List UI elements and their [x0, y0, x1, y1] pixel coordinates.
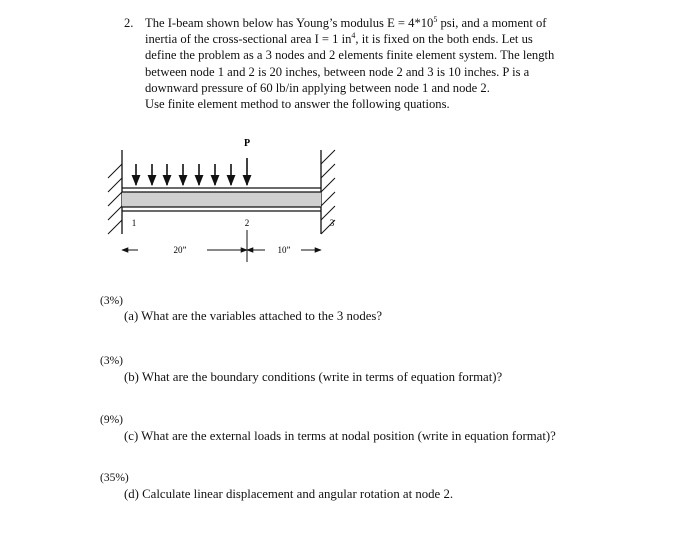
beam-diagram: [100, 132, 348, 282]
problem-line: downward pressure of 60 lb/in applying between node 1 and node 2.: [145, 80, 490, 95]
question-d-points: (35%): [100, 472, 129, 484]
question-c: (c) What are the external loads in terms at nodal position (write in equation format)?: [124, 429, 556, 443]
problem-number: 2.: [124, 16, 134, 30]
problem-line: Use finite element method to answer the following quations.: [145, 97, 450, 112]
problem-statement: [124, 15, 684, 112]
question-b-points: (3%): [100, 355, 123, 367]
node-label-3: 3: [329, 218, 335, 228]
load-label: P: [243, 138, 251, 149]
node-label-2: 2: [244, 218, 250, 228]
problem-text-run: , it is fixed on the both ends. Let us: [355, 32, 533, 47]
node-label-1: 1: [131, 218, 137, 228]
problem-text: [145, 15, 684, 112]
dimension-label-20: 20”: [173, 245, 187, 255]
problem-line: [145, 15, 684, 31]
i-beam: [122, 188, 321, 211]
problem-text-run: inertia of the cross-sectional area I = 1 in: [145, 32, 352, 47]
exponent: 4: [351, 31, 356, 41]
problem-line: define the problem as a 3 nodes and 2 elements finite element system. The length: [145, 48, 555, 63]
problem-line: [145, 31, 684, 47]
problem-text-run: psi, and a moment of: [437, 16, 547, 30]
dimension-label-10: 10”: [277, 245, 291, 255]
distributed-load-arrows: [136, 158, 247, 185]
question-a-points: (3%): [100, 295, 123, 307]
question-a: (a) What are the variables attached to the 3 nodes?: [124, 309, 383, 323]
problem-text-run: The I-beam shown below has Young’s modulus E = 4*10: [145, 16, 434, 30]
question-c-points: (9%): [100, 414, 123, 426]
exponent: 5: [433, 15, 438, 24]
problem-line: between node 1 and 2 is 20 inches, between node 2 and 3 is 10 inches. P is a: [145, 64, 530, 79]
left-fixed-support: [108, 150, 122, 234]
question-b: (b) What are the boundary conditions (write in terms of equation format)?: [124, 370, 503, 384]
question-d: (d) Calculate linear displacement and angular rotation at node 2.: [124, 487, 454, 501]
